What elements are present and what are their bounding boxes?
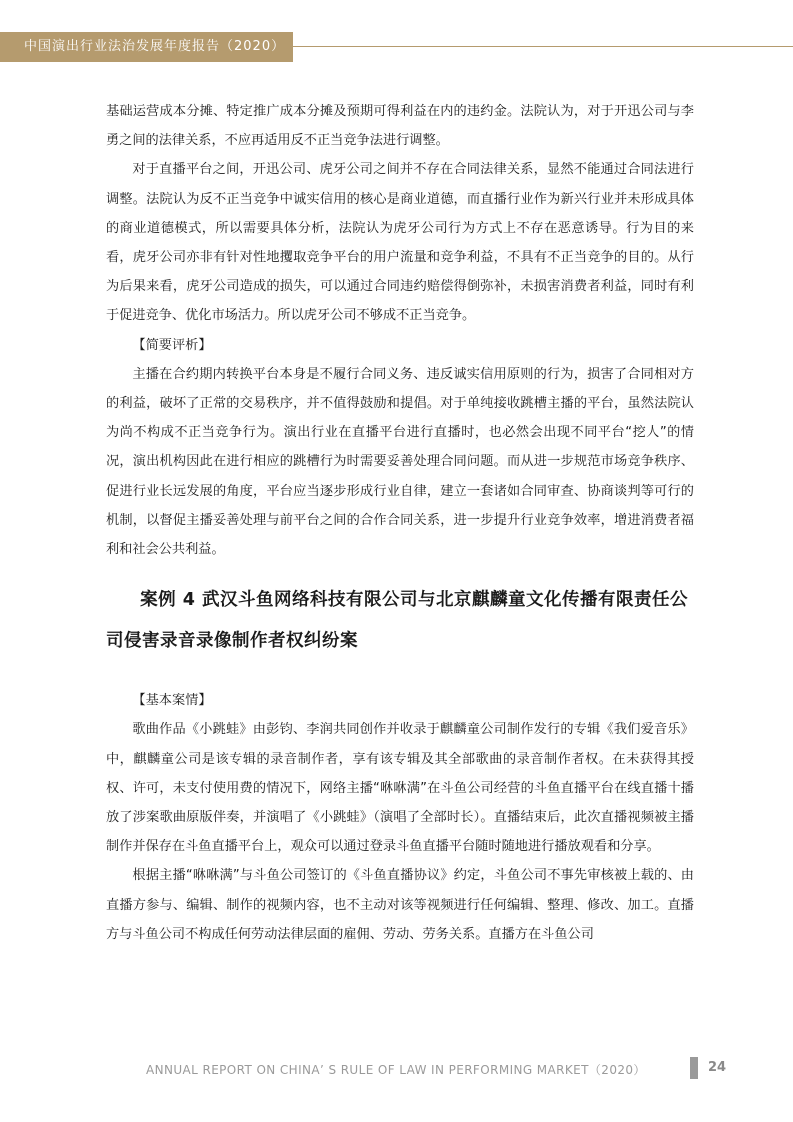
footer-divider-bar <box>690 1057 698 1079</box>
case-title: 案例 4 武汉斗鱼网络科技有限公司与北京麒麟童文化传播有限责任公司侵害录音录像制作者权纠纷案 <box>106 590 688 652</box>
page-number: 24 <box>708 1060 727 1075</box>
paragraph-continuation: 基础运营成本分摊、特定推广成本分摊及预期可得利益在内的违约金。法院认为，对于开迅公司与李勇之间的法律关系，不应再适用反不正当竞争法进行调整。 <box>106 104 694 149</box>
paragraph-basic-facts: 歌曲作品《小跳蛙》由彭钧、李润共同创作并收录于麒麟童公司制作发行的专辑《我们爱音乐》中，麒麟童公司是该专辑的录音制作者，享有该专辑及其全部歌曲的录音制作者权。在未获得其授权、许可，未支付使用费的情况下，网络主播“咻咻满”在斗鱼公司经营的斗鱼直播平台在线直播十播放了涉案歌曲原版伴奏，并演唱了《小跳蛙》（演唱了全部时长）。直播结束后，此次直播视频被主播制作并保存在斗鱼直播平台上，观众可以通过登录斗鱼直播平台随时随地进行播放观看和分享。 <box>106 722 694 855</box>
header-banner <box>0 32 293 62</box>
report-title: 中国演出行业法治发展年度报告（2020） <box>24 39 286 54</box>
paragraph-agreement: 根据主播“咻咻满”与斗鱼公司签订的《斗鱼直播协议》约定，斗鱼公司不事先审核被上载的、由直播方参与、编辑、制作的视频内容，也不主动对该等视频进行任何编辑、整理、修改、加工。直播方与斗鱼公司不构成任何劳动法律层面的雇佣、劳动、劳务关系。直播方在斗鱼公司 <box>106 868 694 942</box>
page-body <box>106 97 694 949</box>
footer-report-title: ANNUAL REPORT ON CHINA’ S RULE OF LAW IN PERFORMING MARKET（2020） <box>146 1063 646 1077</box>
paragraph-platform-analysis: 对于直播平台之间，开迅公司、虎牙公司之间并不存在合同法律关系，显然不能通过合同法进行调整。法院认为反不正当竞争中诚实信用的核心是商业道德，而直播行业作为新兴行业并未形成具体的商业道德模式，所以需要具体分析，法院认为虎牙公司行为方式上不存在恶意诱导。行为目的来看，虎牙公司亦非有针对性地攫取竞争平台的用户流量和竞争利益，不具有不正当竞争的目的。从行为后果来看，虎牙公司造成的损失，可以通过合同违约赔偿得倒弥补，未损害消费者利益，同时有利于促进竞争、优化市场活力。所以虎牙公司不够成不正当竞争。 <box>106 162 694 324</box>
section-heading-brief-analysis: 【简要评析】 <box>132 337 212 353</box>
paragraph-brief-analysis: 主播在合约期内转换平台本身是不履行合同义务、违反诚实信用原则的行为，损害了合同相对方的利益，破坏了正常的交易秩序，并不值得鼓励和提倡。对于单纯接收跳槽主播的平台，虽然法院认为尚不构成不正当竞争行为。演出行业在直播平台进行直播时，也必然会出现不同平台“挖人”的情况，演出机构因此在进行相应的跳槽行为时需要妥善处理合同问题。而从进一步规范市场竞争秩序、促进行业长远发展的角度，平台应当逐步形成行业自律，建立一套诸如合同审查、协商谈判等可行的机制，以督促主播妥善处理与前平台之间的合作合同关系，进一步提升行业竞争效率，增进消费者福利和社会公共利益。 <box>106 366 694 558</box>
header-divider <box>293 46 793 47</box>
section-heading-basic-facts: 【基本案情】 <box>132 693 212 709</box>
